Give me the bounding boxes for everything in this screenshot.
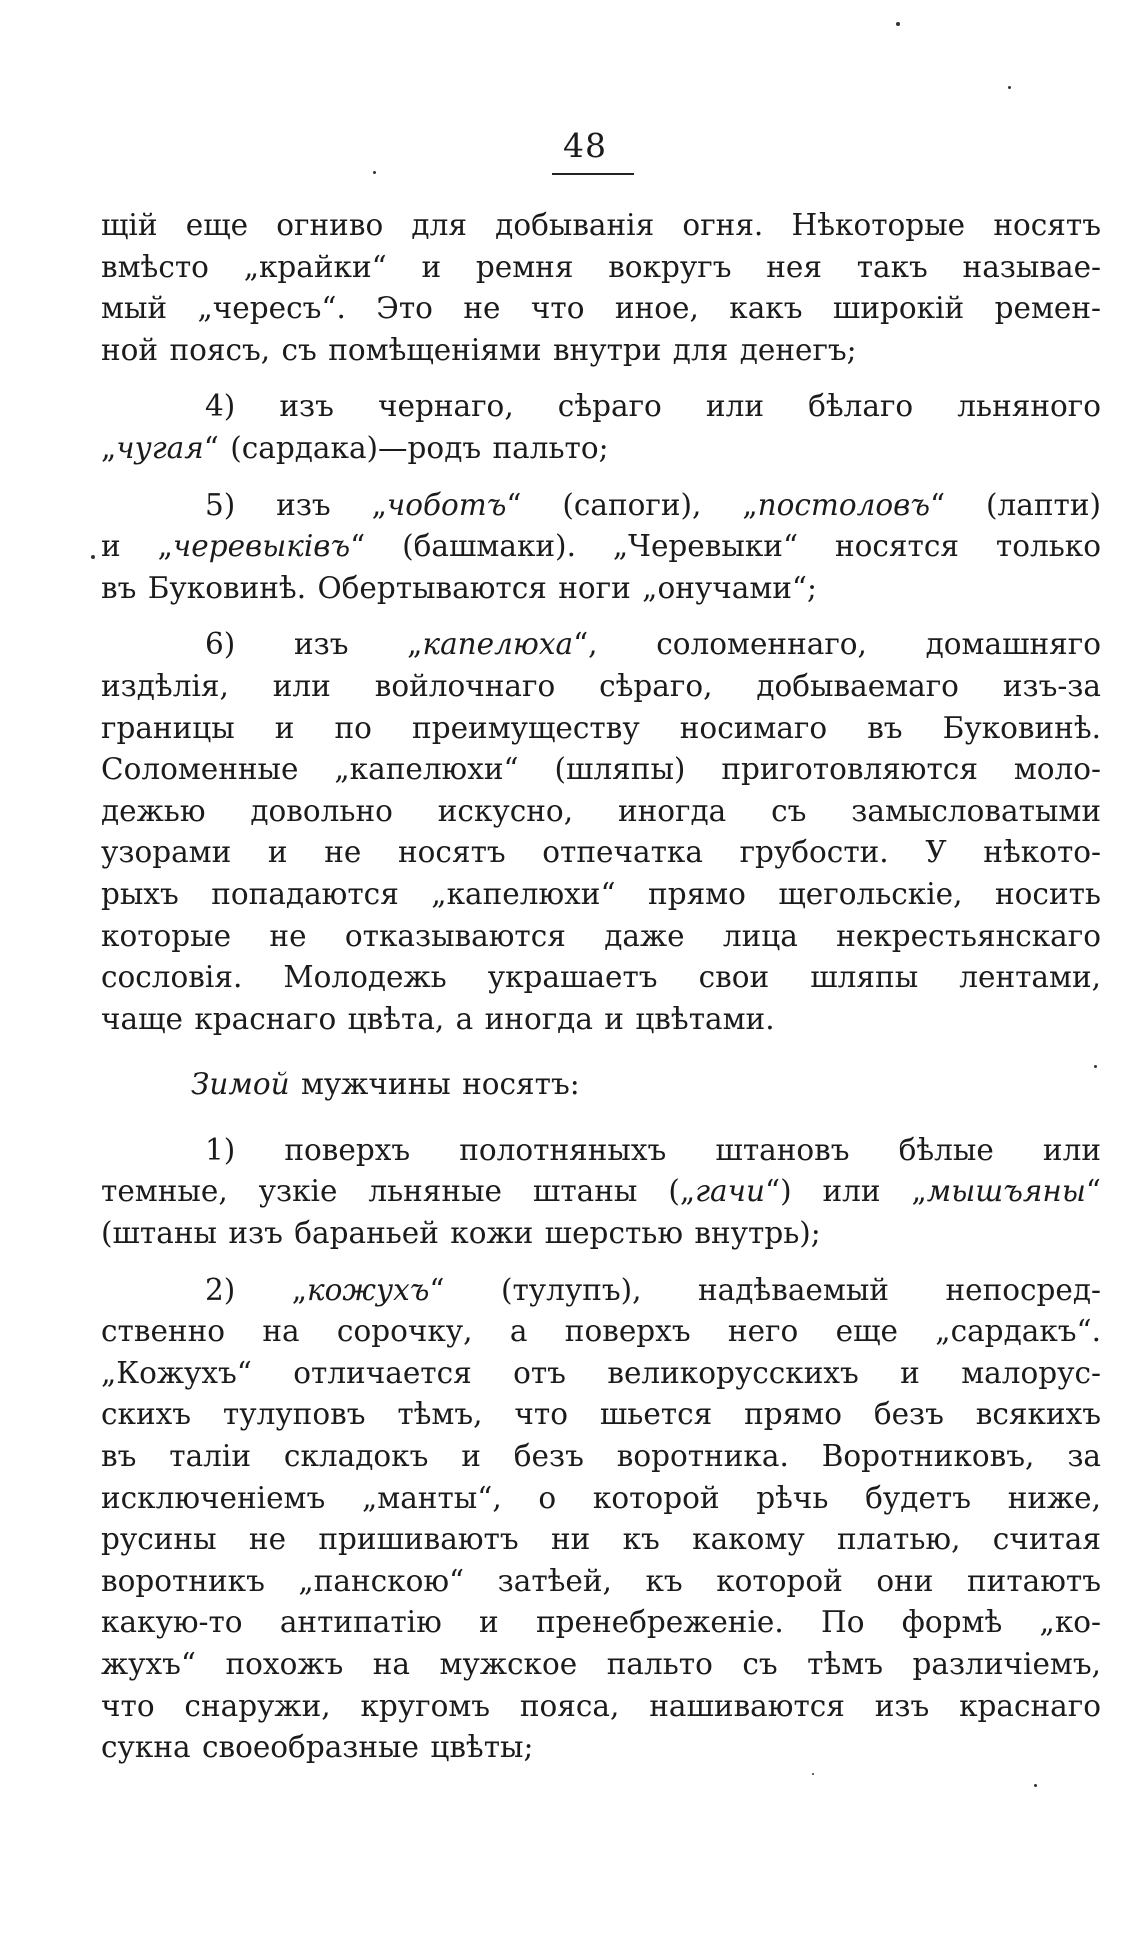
text-line bbox=[101, 1171, 1101, 1213]
text-run: жухъ“ похожъ на мужское пальто съ тѣмъ различіемъ, bbox=[101, 1647, 1101, 1681]
print-speck bbox=[1094, 1065, 1097, 1068]
text-line bbox=[101, 957, 1101, 999]
text-run: 1) поверхъ полотняныхъ штановъ бѣлые или bbox=[205, 1132, 1101, 1167]
paragraph-gap bbox=[101, 470, 1101, 485]
text-run: русины не пришиваютъ ни къ какому платью, считая bbox=[101, 1522, 1101, 1557]
text-line bbox=[101, 1602, 1101, 1644]
text-run: рыхъ попадаются „капелюхи“ прямо щегольскіе, носить bbox=[101, 876, 1101, 911]
text-run: „Кожухъ“ отличается отъ великорусскихъ и малорус- bbox=[101, 1355, 1101, 1390]
text-line bbox=[101, 1311, 1101, 1353]
text-run: исключеніемъ „манты“, о которой рѣчь будетъ ниже, bbox=[101, 1480, 1101, 1515]
text-run: Соломенные „капелюхи“ (шляпы) приготовляются моло- bbox=[101, 752, 1101, 787]
text-line bbox=[101, 1644, 1101, 1686]
text-line bbox=[101, 749, 1101, 791]
text-run: “) или „ bbox=[765, 1174, 927, 1209]
print-speck bbox=[896, 22, 900, 26]
text-run: издѣлія, или войлочнаго сѣраго, добываемаго изъ-за bbox=[101, 668, 1101, 703]
text-run: “ bbox=[1085, 1174, 1101, 1209]
section-gap bbox=[101, 1040, 1101, 1064]
body-text bbox=[101, 205, 1101, 1769]
text-run: 2) „ bbox=[205, 1272, 308, 1307]
text-run: 5) изъ „ bbox=[205, 487, 387, 522]
italic-term: чоботъ bbox=[386, 487, 507, 522]
text-run: какую-то антипатію и пренебреженіе. По формѣ „ко- bbox=[101, 1605, 1101, 1640]
text-run: въ таліи складокъ и безъ воротника. Воротниковъ, за bbox=[101, 1439, 1101, 1474]
text-run: мый „чересъ“. Это не что иное, какъ широкій ремен- bbox=[101, 291, 1101, 326]
text-run: и „ bbox=[101, 529, 173, 564]
italic-term: мышъяны bbox=[926, 1174, 1086, 1209]
text-line bbox=[101, 247, 1101, 289]
text-line bbox=[101, 428, 1101, 470]
text-line bbox=[101, 1130, 1101, 1172]
text-line bbox=[101, 791, 1101, 833]
text-run: которые не отказываются даже лица некрестьянскаго bbox=[101, 918, 1101, 953]
text-run: “ (сардака)—родъ пальто; bbox=[203, 430, 609, 465]
italic-term: капелюха bbox=[422, 627, 574, 662]
text-line bbox=[101, 1519, 1101, 1561]
text-run: „ bbox=[101, 430, 117, 465]
text-line bbox=[101, 708, 1101, 750]
text-run: узорами и не носятъ отпечатка грубости. У нѣкото- bbox=[101, 835, 1101, 870]
paragraph-gap bbox=[101, 1255, 1101, 1270]
print-speck bbox=[812, 1773, 814, 1775]
text-line bbox=[101, 1353, 1101, 1395]
print-speck bbox=[1034, 1784, 1037, 1787]
italic-term: постоловъ bbox=[757, 487, 931, 522]
italic-term: кожухъ bbox=[307, 1272, 430, 1307]
text-line bbox=[101, 1213, 1101, 1255]
text-run: “ (сапоги), „ bbox=[506, 487, 758, 522]
text-run: вмѣсто „крайки“ и ремня вокругъ нея такъ называе- bbox=[101, 249, 1101, 284]
text-run: 6) изъ „ bbox=[205, 627, 423, 662]
text-line bbox=[101, 999, 1101, 1041]
text-line bbox=[101, 1727, 1101, 1769]
print-speck bbox=[91, 555, 95, 559]
text-run: сукна своеобразные цвѣты; bbox=[101, 1730, 534, 1765]
text-run: ственно на сорочку, а поверхъ него еще „сардакъ“. bbox=[101, 1314, 1101, 1349]
italic-term: черевыківъ bbox=[172, 529, 351, 564]
text-run: 4) изъ чернаго, сѣраго или бѣлаго льняного bbox=[205, 389, 1101, 424]
text-line bbox=[101, 1270, 1101, 1312]
page-number-underline bbox=[552, 173, 634, 175]
text-run: дежью довольно искусно, иногда съ замысловатыми bbox=[101, 793, 1101, 828]
section-gap bbox=[101, 1106, 1101, 1130]
text-run: что снаружи, кругомъ пояса, нашиваются изъ краснаго bbox=[101, 1688, 1101, 1723]
text-line bbox=[101, 1436, 1101, 1478]
text-run: “ (башмаки). „Черевыки“ носятся только bbox=[350, 529, 1101, 564]
text-line bbox=[101, 624, 1101, 666]
text-line bbox=[101, 1686, 1101, 1728]
text-line bbox=[101, 1064, 1101, 1106]
page-number: 48 bbox=[563, 126, 607, 165]
paragraph-gap bbox=[101, 371, 1101, 386]
text-line bbox=[101, 874, 1101, 916]
text-line bbox=[101, 485, 1101, 527]
text-run: “, соломеннаго, домашняго bbox=[573, 627, 1101, 662]
text-line bbox=[101, 568, 1101, 610]
italic-term: чугая bbox=[116, 430, 204, 465]
text-run: въ Буковинѣ. Обертываются ноги „онучами“; bbox=[101, 570, 817, 605]
text-run: “ (тулупъ), надѣваемый непосред- bbox=[429, 1272, 1101, 1307]
text-line bbox=[101, 1561, 1101, 1603]
text-line bbox=[101, 386, 1101, 428]
italic-term: гачи bbox=[695, 1174, 765, 1209]
text-run: темные, узкіе льняные штаны („ bbox=[101, 1174, 696, 1209]
text-run: мужчины носятъ: bbox=[289, 1067, 580, 1102]
text-run: сословія. Молодежь украшаетъ свои шляпы лентами, bbox=[101, 960, 1101, 995]
paragraph-gap bbox=[101, 609, 1101, 624]
text-line bbox=[101, 832, 1101, 874]
text-run: ной поясъ, съ помѣщеніями внутри для денегъ; bbox=[101, 332, 857, 367]
text-line bbox=[101, 916, 1101, 958]
text-line bbox=[101, 1394, 1101, 1436]
text-run: границы и по преимуществу носимаго въ Буковинѣ. bbox=[101, 710, 1101, 745]
text-line bbox=[101, 205, 1101, 247]
print-speck bbox=[373, 171, 376, 174]
text-line bbox=[101, 526, 1101, 568]
text-run: чаще краснаго цвѣта, а иногда и цвѣтами. bbox=[101, 1001, 775, 1036]
text-run: скихъ тулуповъ тѣмъ, что шьется прямо безъ всякихъ bbox=[101, 1397, 1101, 1432]
print-speck bbox=[1008, 86, 1011, 89]
text-line bbox=[101, 330, 1101, 372]
text-run: “ (лапти) bbox=[930, 487, 1101, 522]
italic-term: Зимой bbox=[191, 1067, 290, 1102]
text-line bbox=[101, 288, 1101, 330]
text-line bbox=[101, 666, 1101, 708]
text-run: воротникъ „панскою“ затѣей, къ которой они питаютъ bbox=[101, 1563, 1101, 1598]
text-run: щій еще огниво для добыванія огня. Нѣкоторые носятъ bbox=[101, 208, 1101, 242]
text-run: (штаны изъ бараньей кожи шерстью внутрь); bbox=[101, 1216, 821, 1251]
text-line bbox=[101, 1478, 1101, 1520]
